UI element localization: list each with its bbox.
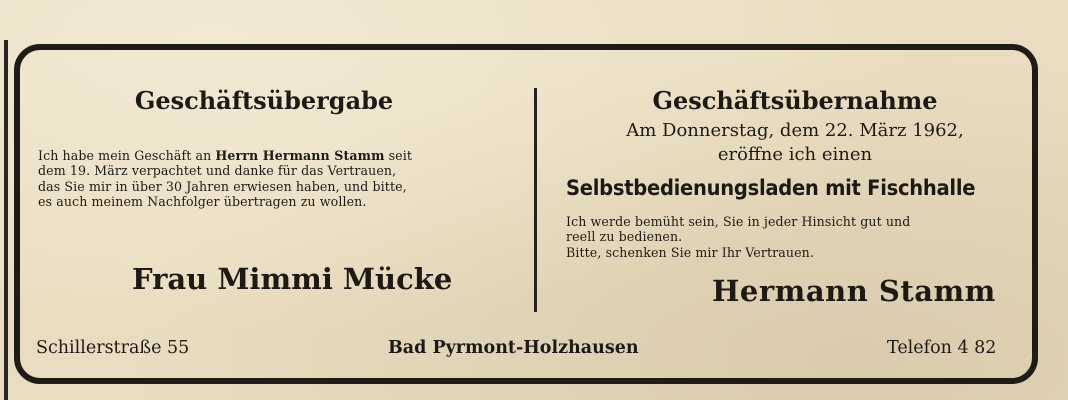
handover-text bbox=[38, 148, 508, 209]
handover-text-line-1: Ich habe mein Geschäft an Herrn Hermann Stamm seit bbox=[38, 148, 413, 163]
handover-heading: Geschäftsübergabe bbox=[134, 86, 394, 115]
column-rule bbox=[4, 40, 8, 400]
takeover-text bbox=[566, 214, 1030, 260]
handover-text-line-4: es auch meinem Nachfolger übertragen zu wollen. bbox=[38, 194, 367, 210]
successor-name: Herrn Hermann Stamm bbox=[215, 148, 385, 163]
new-owner-signature: Hermann Stamm bbox=[712, 274, 996, 308]
street-address: Schillerstraße 55 bbox=[36, 338, 190, 358]
takeover-text-line-3: Bitte, schenken Sie mir Ihr Vertrauen. bbox=[566, 244, 814, 260]
column-divider bbox=[534, 88, 537, 312]
previous-owner-signature: Frau Mimmi Mücke bbox=[132, 262, 453, 296]
takeover-heading: Geschäftsübernahme bbox=[652, 86, 938, 115]
takeover-text-line-1: Ich werde bemüht sein, Sie in jeder Hinsicht gut und bbox=[566, 214, 911, 229]
opening-line: eröffne ich einen bbox=[717, 144, 873, 165]
handover-text-line-2: dem 19. März verpachtet und danke für das Vertrauen, bbox=[38, 163, 397, 179]
town-name: Bad Pyrmont-Holzhausen bbox=[388, 338, 639, 358]
shop-title: Selbstbedienungsladen mit Fischhalle bbox=[566, 176, 976, 200]
handover-text-line-3: das Sie mir in über 30 Jahren erwiesen haben, und bitte, bbox=[38, 178, 407, 194]
phone-number: Telefon 4 82 bbox=[887, 338, 997, 358]
takeover-text-line-2: reell zu bedienen. bbox=[566, 229, 683, 245]
opening-date: Am Donnerstag, dem 22. März 1962, bbox=[626, 120, 964, 141]
